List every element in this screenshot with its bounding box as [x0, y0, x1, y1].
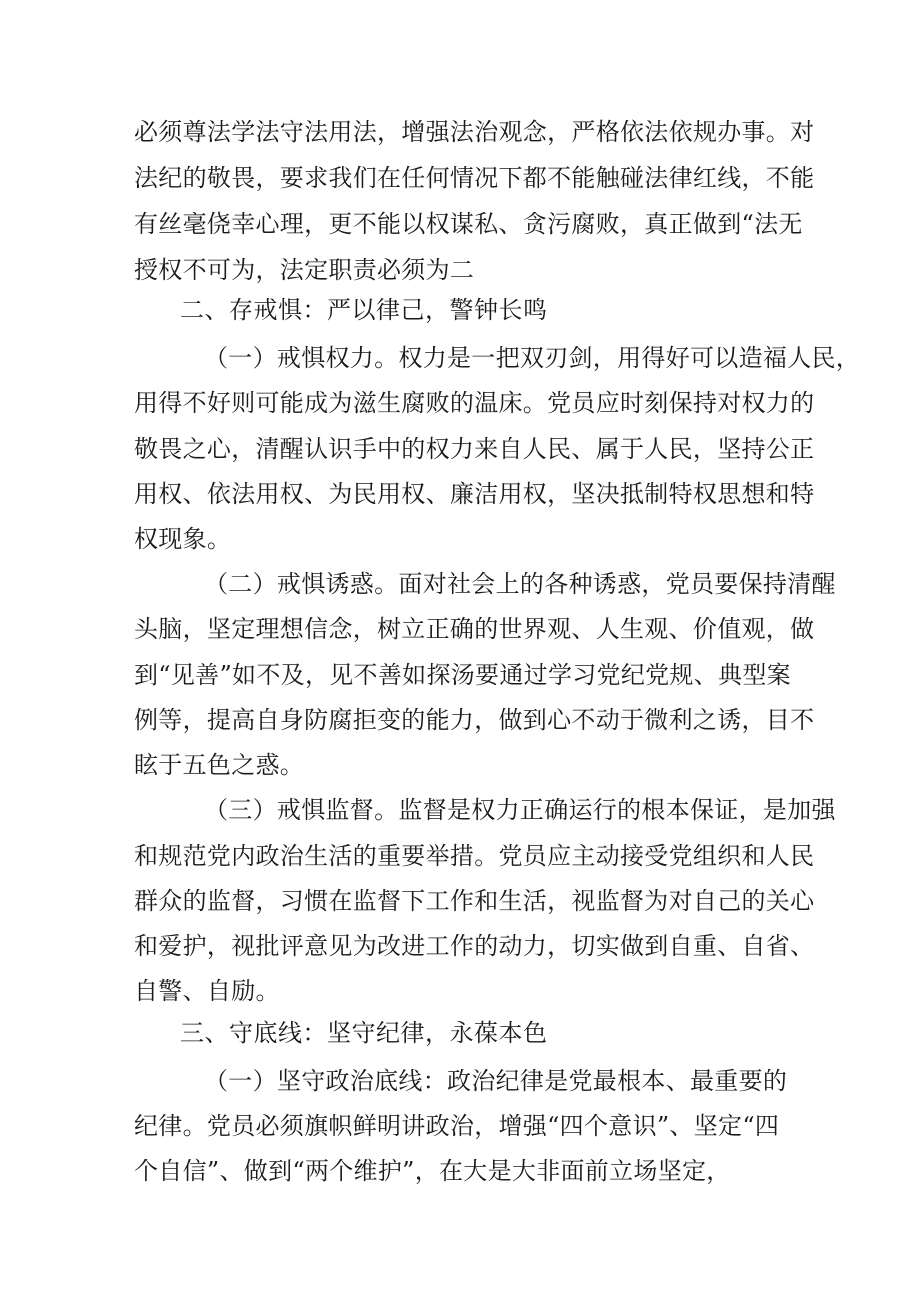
paragraph-line: 用权、依法用权、为民用权、廉洁用权，坚决抵制特权思想和特	[134, 480, 815, 508]
paragraph-line: 个自信”、做到“两个维护”，在大是大非面前立场坚定，	[134, 1157, 731, 1185]
paragraph-line: 群众的监督，习惯在监督下工作和生活，视监督为对自己的关心	[134, 887, 815, 915]
intro-line: 必须尊法学法守法用法，增强法治观念，严格依法依规办事。对	[134, 118, 815, 146]
paragraph-line: 纪律。党员必须旗帜鲜明讲政治，增强“四个意识”、坚定“四	[134, 1112, 780, 1140]
paragraph-line: 敬畏之心，清醒认识手中的权力来自人民、属于人民，坚持公正	[134, 435, 815, 463]
paragraph-line: （三）戒惧监督。监督是权力正确运行的根本保证，是加强	[204, 796, 836, 824]
paragraph-line: 和爱护，视批评意见为改进工作的动力，切实做到自重、自省、	[134, 932, 815, 960]
paragraph-line: （一）戒惧权力。权力是一把双刃剑，用得好可以造福人民，	[204, 344, 861, 372]
paragraph-line: 和规范党内政治生活的重要举措。党员应主动接受党组织和人民	[134, 842, 815, 870]
intro-line: 法纪的敬畏，要求我们在任何情况下都不能触碰法律红线，不能	[134, 164, 815, 192]
paragraph-line: 自警、自励。	[134, 977, 280, 1005]
paragraph-line: 权现象。	[134, 525, 232, 553]
intro-line: 有丝毫侥幸心理，更不能以权谋私、贪污腐败，真正做到“法无	[134, 210, 803, 238]
paragraph-line: 到“见善”如不及，见不善如探汤要通过学习党纪党规、典型案	[134, 661, 791, 689]
paragraph-line: 用得不好则可能成为滋生腐败的温床。党员应时刻保持对权力的	[134, 389, 815, 417]
paragraph-line: 例等，提高自身防腐拒变的能力，做到心不动于微利之诱，目不	[134, 706, 815, 734]
paragraph-line: （二）戒惧诱惑。面对社会上的各种诱惑，党员要保持清醒	[204, 570, 836, 598]
paragraph-line: 头脑，坚定理想信念，树立正确的世界观、人生观、价值观，做	[134, 615, 815, 643]
section-heading-2: 二、存戒惧：严以律己，警钟长鸣	[180, 296, 548, 324]
intro-line: 授权不可为，法定职责必须为二	[134, 256, 475, 284]
paragraph-line: （一）坚守政治底线：政治纪律是党最根本、最重要的	[204, 1067, 788, 1095]
paragraph-line: 眩于五色之惑。	[134, 751, 305, 779]
section-heading-3: 三、守底线：坚守纪律，永葆本色	[180, 1019, 548, 1047]
